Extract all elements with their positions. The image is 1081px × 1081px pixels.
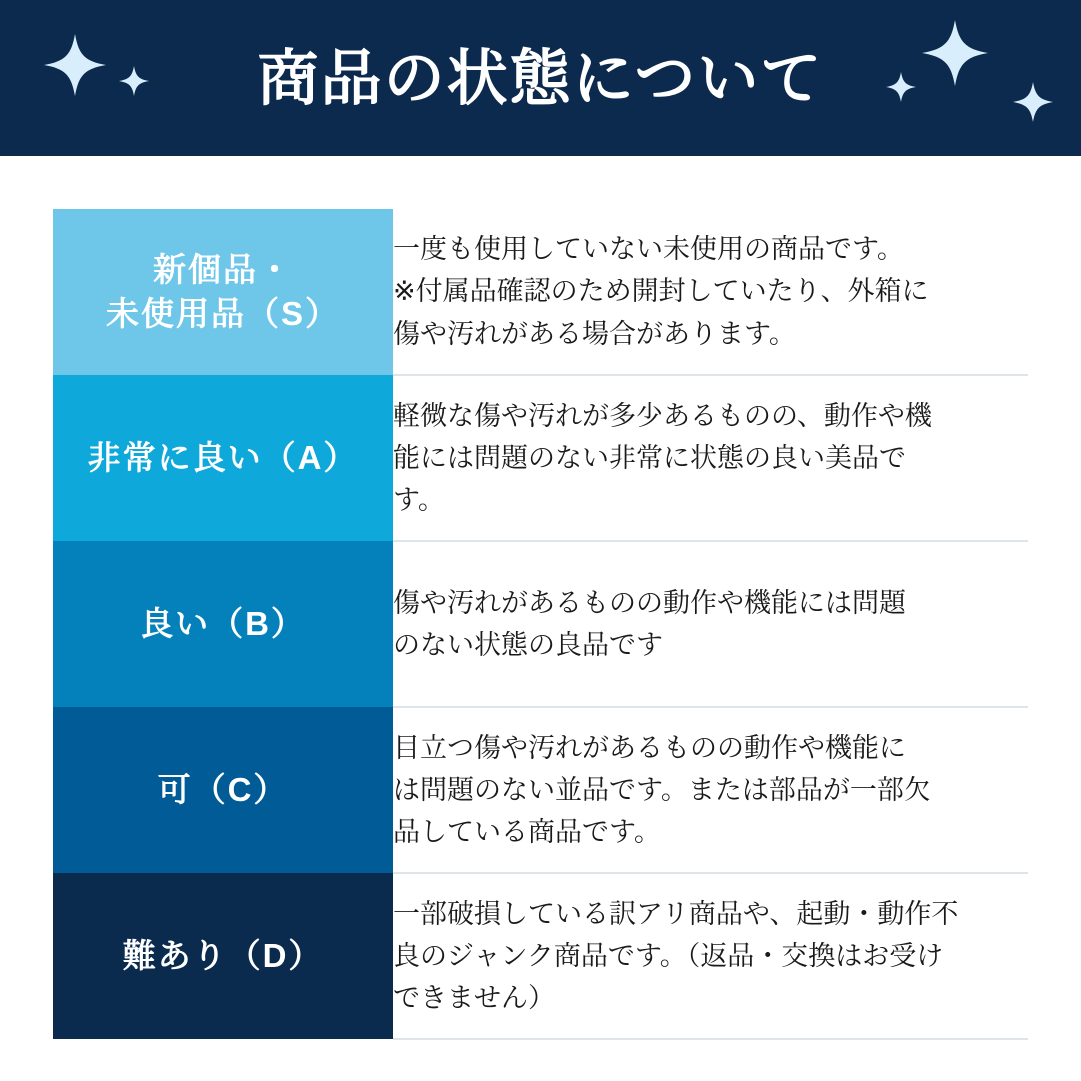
grade-label-line: 難あり（D） [122, 937, 324, 975]
description-d [393, 873, 1028, 1039]
description-line: 軽微な傷や汚れが多少あるものの、動作や機 [393, 400, 932, 431]
description-line: 良のジャンク商品です。（返品・交換はお受け [393, 940, 944, 971]
table-row [53, 209, 1028, 375]
grade-label-c [53, 707, 393, 873]
description-line: 品している商品です。 [393, 817, 661, 848]
description-line: ※付属品確認のため開封していたり、外箱に [393, 276, 929, 307]
grade-label-line: 新個品・ [153, 251, 293, 289]
sparkle-large-left-icon [44, 34, 106, 96]
description-line: す。 [393, 485, 445, 516]
sparkle-small-right-icon [886, 72, 916, 102]
description-b [393, 541, 1028, 707]
description-line: 目立つ傷や汚れがあるものの動作や機能に [393, 732, 906, 763]
page-title: 商品の状態について [257, 43, 824, 112]
sparkle-small-left-icon [119, 66, 149, 96]
grade-label-line: 可（C） [157, 771, 289, 809]
description-line: 能には問題のない非常に状態の良い美品で [393, 442, 906, 473]
description-line: のない状態の良品です [393, 630, 663, 660]
description-a [393, 375, 1028, 541]
condition-table [53, 209, 1028, 1040]
description-line: は問題のない並品です。または部品が一部欠 [393, 774, 931, 805]
grade-label-line: 良い（B） [140, 605, 306, 643]
description-line: 一部破損している訳アリ商品や、起動・動作不 [393, 898, 959, 929]
description-line: 一度も使用していない未使用の商品です。 [393, 234, 904, 265]
description-line: 傷や汚れがある場合があります。 [393, 318, 796, 349]
table-row [53, 375, 1028, 541]
grade-label-a [53, 375, 393, 541]
description-s [393, 209, 1028, 375]
sparkle-medium-right-icon [1013, 82, 1053, 122]
table-row [53, 541, 1028, 707]
table-row [53, 873, 1028, 1039]
grade-label-b [53, 541, 393, 707]
grade-label-line: 非常に良い（A） [87, 439, 359, 477]
description-line: できません） [393, 983, 555, 1014]
description-c [393, 707, 1028, 873]
description-line: 傷や汚れがあるものの動作や機能には問題 [393, 587, 906, 618]
sparkle-large-right-icon [922, 20, 988, 86]
grade-label-d [53, 873, 393, 1039]
header-banner [0, 0, 1081, 156]
grade-label-s [53, 209, 393, 375]
grade-label-line: 未使用品（S） [105, 295, 340, 332]
table-row [53, 707, 1028, 873]
